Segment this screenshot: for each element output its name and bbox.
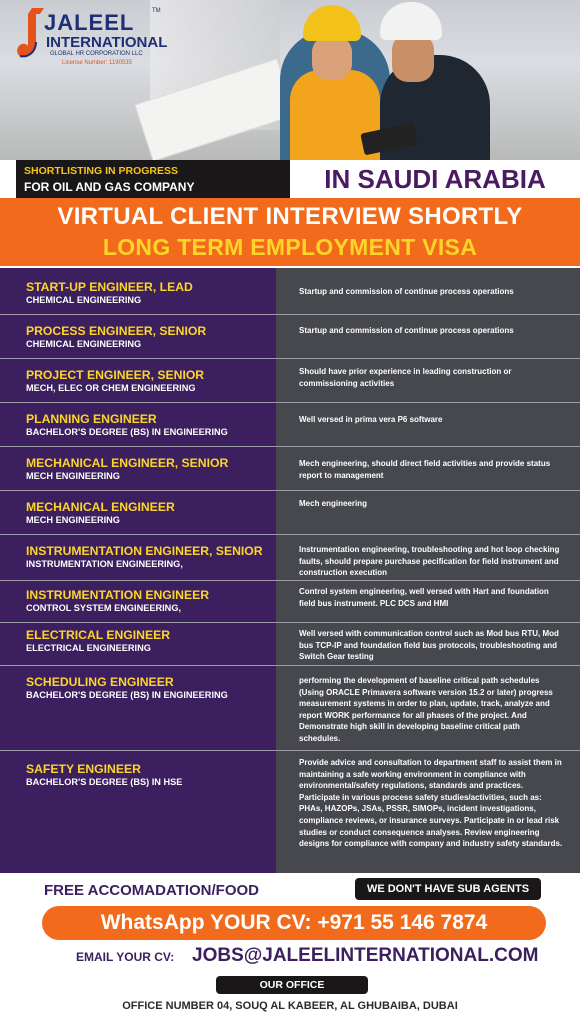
job-title-cell	[26, 500, 274, 526]
row-divider	[0, 490, 580, 491]
logo-trademark: TM	[152, 8, 161, 14]
job-title-cell	[26, 412, 274, 438]
benefits-text: FREE ACCOMADATION/FOOD	[44, 882, 259, 899]
company-logo	[12, 4, 168, 68]
job-qualification: BACHELOR'S DEGREE (BS) IN ENGINEERING	[26, 427, 228, 437]
job-qualification: CONTROL SYSTEM ENGINEERING,	[26, 603, 182, 613]
no-sub-agents-text: WE DON'T HAVE SUB AGENTS	[366, 883, 530, 895]
job-title-cell	[26, 324, 274, 350]
yellow-helmet-icon	[303, 5, 361, 41]
row-divider	[0, 314, 580, 315]
job-qualification: CHEMICAL ENGINEERING	[26, 295, 142, 305]
job-title-cell	[26, 544, 274, 570]
shortlisting-text: SHORTLISTING IN PROGRESS	[24, 165, 179, 177]
row-divider	[0, 358, 580, 359]
row-divider	[0, 622, 580, 623]
logo-name: JALEEL	[44, 10, 135, 35]
job-title: PROCESS ENGINEER, SENIOR	[26, 324, 207, 338]
row-divider	[0, 580, 580, 581]
job-qualification: BACHELOR'S DEGREE (BS) IN HSE	[26, 777, 183, 787]
logo-subtitle: GLOBAL HR CORPORATION LLC	[50, 51, 143, 57]
email-link[interactable]: JOBS@JALEELINTERNATIONAL.COM	[192, 945, 539, 966]
headline-text: VIRTUAL CLIENT INTERVIEW SHORTLY	[57, 203, 523, 230]
job-title: SCHEDULING ENGINEER	[26, 675, 174, 689]
engineer-face-right	[392, 34, 434, 82]
job-title: MECHANICAL ENGINEER	[26, 500, 175, 514]
office-label: OUR OFFICE	[259, 979, 325, 991]
job-description: Well versed in prima vera P6 software	[299, 415, 443, 424]
office-address: OFFICE NUMBER 04, SOUQ AL KABEER, AL GHUBAIBA, DUBAI	[122, 1000, 458, 1012]
visa-text: LONG TERM EMPLOYMENT VISA	[102, 234, 478, 260]
job-description: Startup and commission of continue process operations	[299, 287, 514, 296]
job-description: Startup and commission of continue process operations	[299, 326, 514, 335]
job-title: INSTRUMENTATION ENGINEER	[26, 588, 210, 602]
row-divider	[0, 534, 580, 535]
job-qualification: CHEMICAL ENGINEERING	[26, 339, 142, 349]
job-title: INSTRUMENTATION ENGINEER, SENIOR	[26, 544, 263, 558]
job-title: SAFETY ENGINEER	[26, 762, 141, 776]
job-description: Instrumentation engineering, troubleshooting and hot loop checking faults, should prepare purchase pecification for field instrument and construction execution	[299, 545, 560, 578]
whatsapp-contact[interactable]: WhatsApp YOUR CV: +971 55 146 7874	[100, 911, 488, 934]
job-title-cell	[26, 628, 274, 654]
row-divider	[0, 402, 580, 403]
job-qualification: MECH ENGINEERING	[26, 471, 120, 481]
email-label: EMAIL YOUR CV:	[76, 950, 175, 964]
job-description: performing the development of baseline critical path schedules (Using ORACLE Primavera software version 15.2 or later) progress measurement systems in order to plan, update, track, analyze and report WORK performance for all phases of the project. And Demonstrate high skill in developing baseline critical path schedules.	[299, 676, 553, 743]
job-title-cell	[26, 280, 274, 306]
row-divider	[0, 446, 580, 447]
job-title-cell	[26, 456, 274, 482]
job-title-cell	[26, 368, 274, 394]
job-title: PROJECT ENGINEER, SENIOR	[26, 368, 205, 382]
job-title: MECHANICAL ENGINEER, SENIOR	[26, 456, 229, 470]
white-helmet-icon	[380, 2, 442, 40]
job-description: Control system engineering, well versed with Hart and foundation field bus instrument. PLC DCS and HMI	[299, 587, 549, 608]
logo-j-icon	[16, 6, 46, 60]
job-description: Mech engineering	[299, 499, 368, 508]
license-number: License Number: 1190535	[62, 60, 132, 66]
location-text: IN SAUDI ARABIA	[324, 164, 546, 194]
engineer-face-left	[312, 36, 352, 80]
job-title-cell	[26, 762, 274, 788]
job-title: PLANNING ENGINEER	[26, 412, 157, 426]
row-divider	[0, 665, 580, 666]
job-qualification: ELECTRICAL ENGINEERING	[26, 643, 151, 653]
job-qualification: BACHELOR'S DEGREE (BS) IN ENGINEERING	[26, 690, 228, 700]
job-qualification: MECH ENGINEERING	[26, 515, 120, 525]
job-title: START-UP ENGINEER, LEAD	[26, 280, 193, 294]
job-title: ELECTRICAL ENGINEER	[26, 628, 171, 642]
job-description: Well versed with communication control such as Mod bus RTU, Mod bus TCP-IP and foundation field bus protocols, troubleshooting and Switch Gear testing	[299, 629, 559, 662]
company-type-text: FOR OIL AND GAS COMPANY	[24, 180, 195, 194]
job-description: Mech engineering, should direct field activities and provide status report to management	[299, 459, 551, 480]
row-divider	[0, 750, 580, 751]
logo-international: INTERNATIONAL	[46, 34, 168, 51]
job-description: Should have prior experience in leading construction or commissioning activities	[299, 367, 512, 388]
job-qualification: INSTRUMENTATION ENGINEERING,	[26, 559, 183, 569]
job-title-cell	[26, 588, 274, 614]
job-title-cell	[26, 675, 274, 701]
job-description: Provide advice and consultation to department staff to assist them in maintaining a safe working environment in compliance with environmental/safety regulations, standards and practices. Participate in various process safety studies/activities, such as: PHAs, HAZOPs, JSAs, PSSR, SIMOPs, incident investigations, compliance reviews, or insurance surveys. Participate in or lead risk studies or conduct consequence analyses. Review engineering designs for compliance with company and industry safety standards.	[299, 758, 563, 849]
job-qualification: MECH, ELEC OR CHEM ENGINEERING	[26, 383, 196, 393]
